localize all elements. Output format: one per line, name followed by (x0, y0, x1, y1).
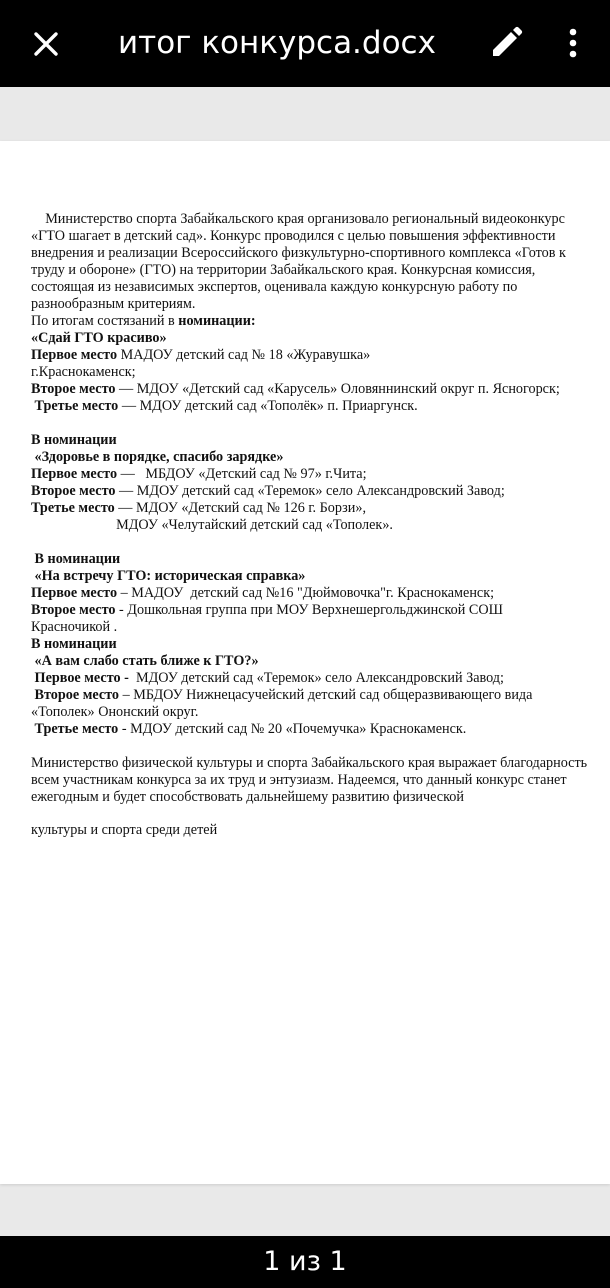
nomination-1-first: Первое место МАДОУ детский сад № 18 «Журавушка» (31, 347, 371, 363)
top-app-bar (0, 0, 610, 87)
page-indicator-bar (0, 1236, 610, 1288)
nomination-4-second-cont: «Тополек» Ононский округ. (31, 704, 199, 720)
pencil-icon[interactable] (488, 25, 524, 61)
nomination-1-third: Третье место — МДОУ детский сад «Тополёк» п. Приаргунск. (31, 398, 418, 414)
blank-line (31, 415, 591, 432)
blank-line (31, 806, 591, 822)
closing-paragraph: Министерство физической культуры и спорта Забайкальского края выражает благодарность всем участникам конкурса за их труд и энтузиазм. Надеемся, что данный конкурс станет ежегодным и будет способствовать дальнейшему развитию физической (31, 755, 588, 805)
page-indicator: 1 из 1 (263, 1246, 347, 1277)
nomination-3-heading: В номинации (31, 551, 121, 567)
more-vert-icon[interactable] (560, 25, 586, 61)
nomination-3-title: «На встречу ГТО: историческая справка» (31, 568, 306, 584)
document-title: итог конкурса.docx (118, 25, 436, 61)
nomination-4-first: Первое место - МДОУ детский сад «Теремок» село Александровский Завод; (31, 670, 504, 686)
nomination-1-second: Второе место — МДОУ «Детский сад «Карусель» Оловяннинский округ п. Ясногорск; (31, 381, 560, 397)
nomination-2-first: Первое место — МБДОУ «Детский сад № 97» г.Чита; (31, 466, 367, 482)
nomination-4-title: «А вам слабо стать ближе к ГТО?» (31, 653, 259, 669)
document-body (31, 211, 591, 839)
closing-end: культуры и спорта среди детей (31, 822, 218, 838)
nomination-2-third-cont: МДОУ «Челутайский детский сад «Тополек». (31, 517, 393, 533)
blank-line (31, 534, 591, 551)
nomination-2-third: Третье место — МДОУ «Детский сад № 126 г. Борзи», (31, 500, 366, 516)
nomination-3-first: Первое место – МАДОУ детский сад №16 "Дюймовочка"г. Краснокаменск; (31, 585, 495, 601)
close-icon[interactable] (28, 26, 64, 62)
results-line: По итогам состязаний в номинации: (31, 313, 256, 329)
nomination-4-third: Третье место - МДОУ детский сад № 20 «Почемучка» Краснокаменск. (31, 721, 467, 737)
nomination-1-first-cont: г.Краснокаменск; (31, 364, 136, 380)
intro-paragraph: Министерство спорта Забайкальского края организовало региональный видеоконкурс «ГТО шагает в детский сад». Конкурс проводился с целью повышения эффективности внедрения и реализации Всероссийского физкультурно-спортивного комплекса «Готов к труду и обороне» (ГТО) на территории Забайкальского края. Конкурсная комиссия, состоящая из независимых экспертов, оценивала каждую конкурсную работу по разнообразным критериям. (31, 211, 566, 312)
nomination-2-second: Второе место — МДОУ детский сад «Теремок» село Александровский Завод; (31, 483, 505, 499)
blank-line (31, 738, 591, 755)
nomination-4-second: Второе место – МБДОУ Нижнецасучейский детский сад общеразвивающего вида (31, 687, 533, 703)
nomination-4-heading: В номинации (31, 636, 117, 652)
nomination-3-second: Второе место - Дошкольная группа при МОУ Верхнешергольджинской СОШ (31, 602, 503, 618)
nomination-2-title: «Здоровье в порядке, спасибо зарядке» (31, 449, 284, 465)
nomination-3-second-cont: Красночикой . (31, 619, 118, 635)
nomination-1-title: «Сдай ГТО красиво» (31, 330, 167, 346)
nomination-2-heading: В номинации (31, 432, 117, 448)
